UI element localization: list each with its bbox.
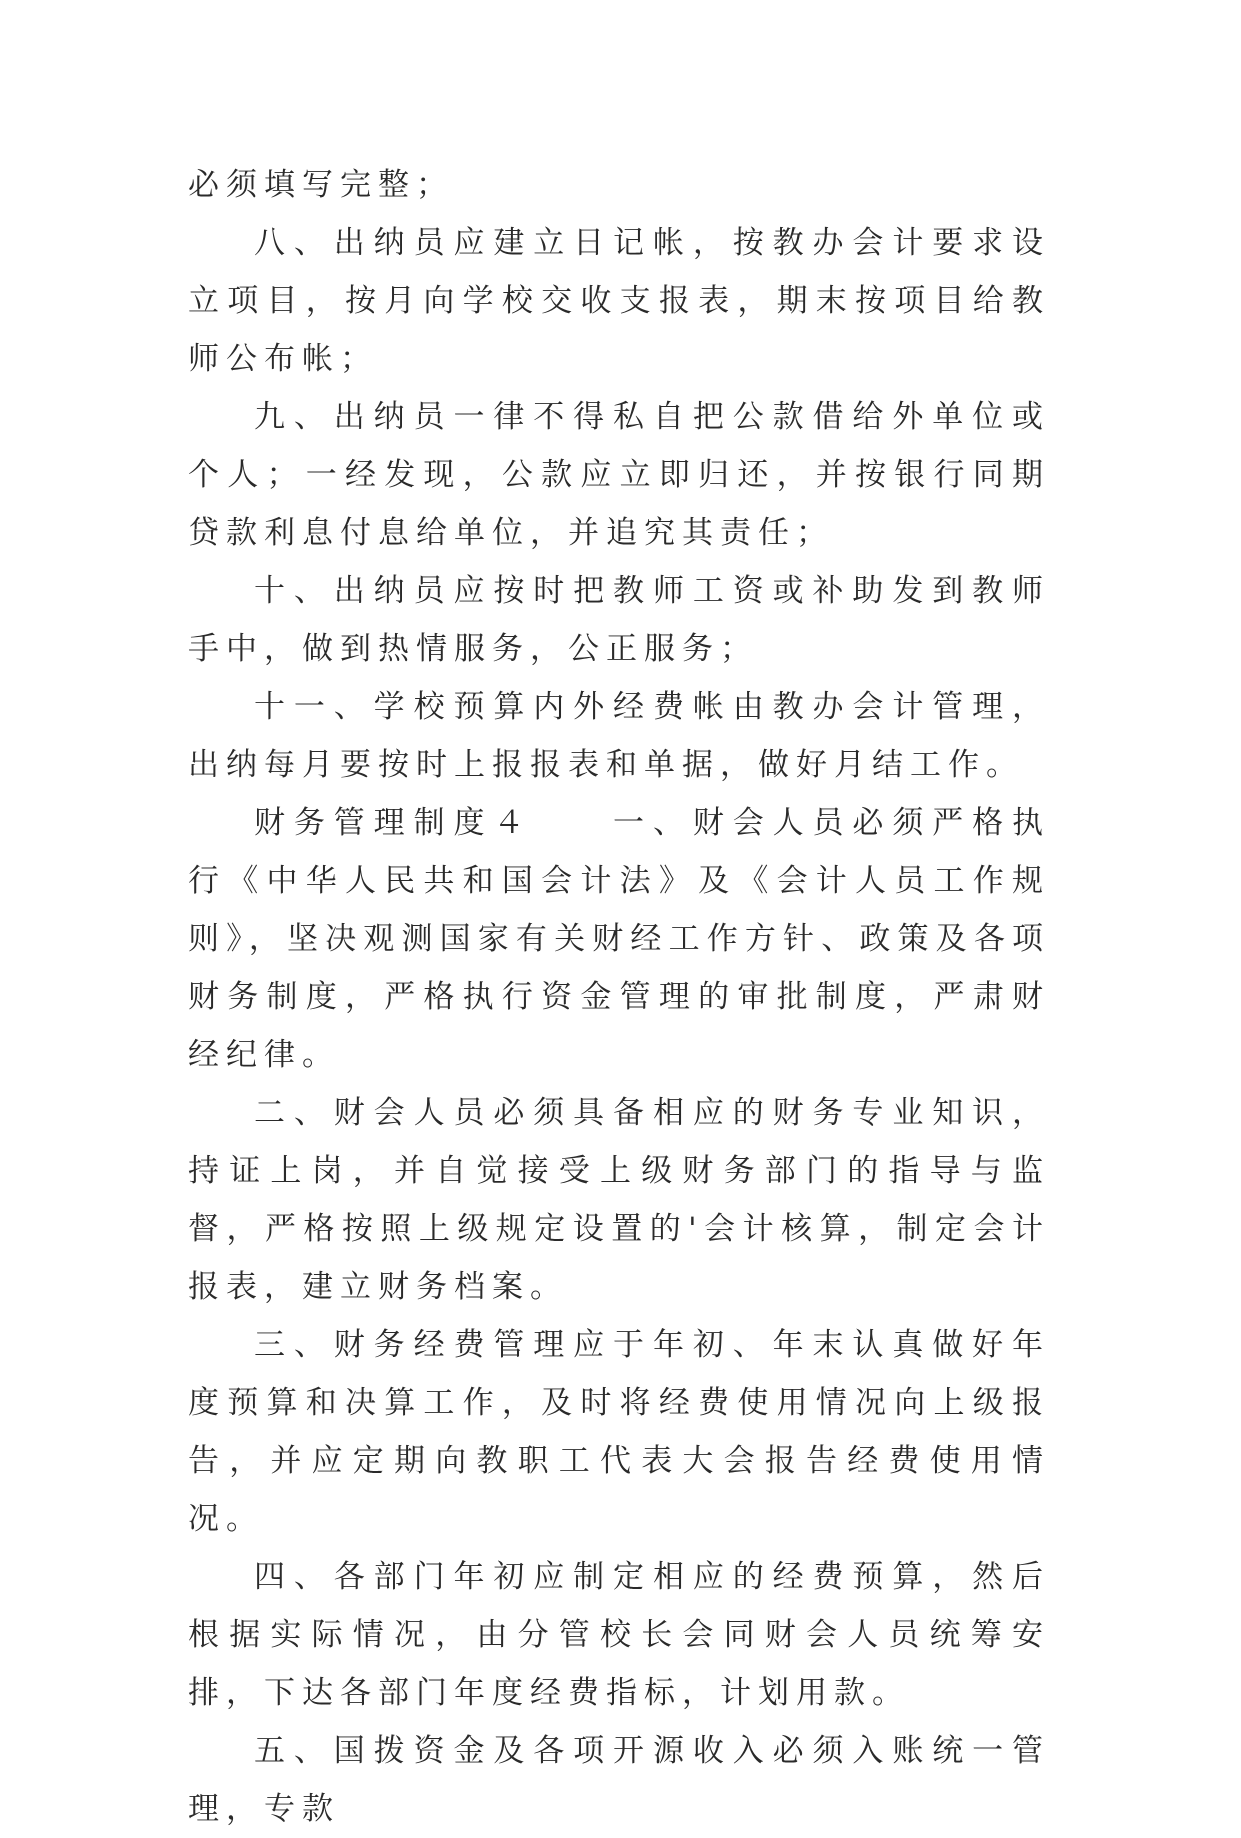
document-body xyxy=(188,156,1050,1838)
paragraph-section-4-item-5: 五、国拨资金及各项开源收入必须入账统一管理，专款 xyxy=(188,1733,1050,1827)
paragraph-section-4-item-4: 四、各部门年初应制定相应的经费预算，然后根据实际情况，由分管校长会同财会人员统筹安排，下达各部门年度经费指标，计划用款。 xyxy=(188,1559,1050,1711)
paragraph-item-11: 十一、学校预算内外经费帐由教办会计管理，出纳每月要按时上报报表和单据，做好月结工作。 xyxy=(188,689,1050,783)
paragraph-section-4-item-2: 二、财会人员必须具备相应的财务专业知识，持证上岗，并自觉接受上级财务部门的指导与监督，严格按照上级规定设置的'会计核算，制定会计报表，建立财务档案。 xyxy=(188,1095,1050,1305)
paragraph-item-9: 九、出纳员一律不得私自把公款借给外单位或个人；一经发现，公款应立即归还，并按银行同期贷款利息付息给单位，并追究其责任； xyxy=(188,399,1050,551)
paragraph-section-4-item-3: 三、财务经费管理应于年初、年末认真做好年度预算和决算工作，及时将经费使用情况向上级报告，并应定期向教职工代表大会报告经费使用情况。 xyxy=(188,1327,1050,1537)
paragraph-section-4-item-1: 财务管理制度４ 一、财会人员必须严格执行《中华人民共和国会计法》及《会计人员工作规则》，坚决观测国家有关财经工作方针、政策及各项财务制度，严格执行资金管理的审批制度，严肃财经纪律。 xyxy=(188,805,1050,1073)
paragraph-continuation: 必须填写完整； xyxy=(188,167,454,203)
paragraph-item-10: 十、出纳员应按时把教师工资或补助发到教师手中，做到热情服务，公正服务； xyxy=(188,573,1050,667)
paragraph-item-8: 八、出纳员应建立日记帐，按教办会计要求设立项目，按月向学校交收支报表，期末按项目给教师公布帐； xyxy=(188,225,1050,377)
